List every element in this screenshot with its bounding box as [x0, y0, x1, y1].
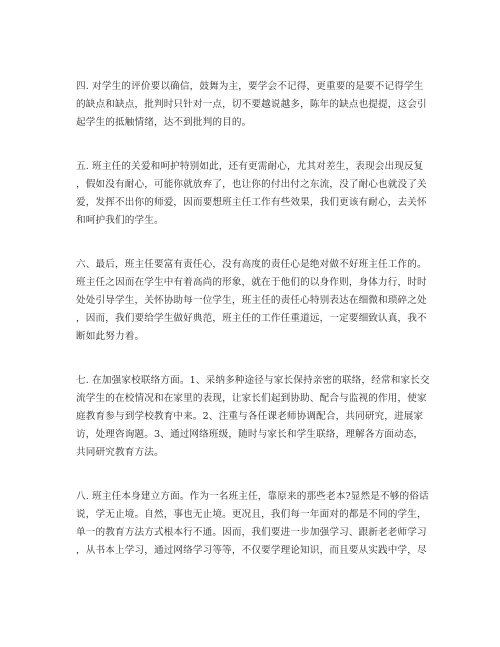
text-line: 流学生的在校情况和在家里的表现，让家长们起到协助、配合与监视的作用，使家: [76, 393, 427, 404]
text-line: 单一的教育方法方式根本行不通。因而，我们要进一步加强学习、跟新老老师学习: [76, 527, 427, 538]
document-body: [76, 78, 428, 586]
text-line: 断如此努力着。: [76, 331, 145, 342]
text-line: 六、最后，班主任要富有责任心，没有高度的责任心是绝对做不好班主任工作的。: [76, 259, 427, 270]
paragraph-8: [76, 488, 428, 560]
text-line: 起学生的抵触情绪，达不到批判的目的。: [76, 117, 252, 128]
text-line: 四. 对学生的评价要以确信，鼓舞为主，要学会不记得，更重要的是要不记得学生: [76, 81, 424, 92]
paragraph-6: [76, 256, 428, 346]
text-line: 和呵护我们的学生。: [76, 215, 164, 226]
text-line: 七. 在加强家校联络方面。1、采纳多种途径与家长保持亲密的联络，经常和家长交: [76, 375, 430, 386]
text-line: 访，处理咨询题。3、通过网络班级，随时与家长和学生联络，理解各方面动态，: [76, 429, 424, 440]
paragraph-7: [76, 372, 428, 462]
text-line: 共同研究教育方法。: [76, 447, 164, 458]
text-line: 班主任之因而在学生中有着高尚的形象，就在于他们的以身作则，身体力行，时时: [76, 277, 427, 288]
text-line: ，因而，我们要给学生做好典范，班主任的工作任重道远，一定要细致认真，我不: [76, 313, 427, 324]
text-line: 说，学无止境。自然，事也无止境。更况且，我们每一年面对的都是不同的学生，: [76, 509, 427, 520]
paragraph-4: [76, 78, 428, 132]
text-line: 五. 班主任的关爱和呵护特别如此，还有更需耐心，尤其对差生，表现会出现反复: [76, 161, 424, 172]
text-line: 庭教育参与到学校教育中来。2、注重与各任课老师协调配合，共同研究，进展家: [76, 411, 424, 422]
text-line: 爱，发挥不出你的师爱，因而要想班主任工作有些效果，我们更该有耐心，去关怀: [76, 197, 427, 208]
text-line: 的缺点和缺点，批判时只针对一点，切不要越说越多，陈年的缺点也提提，这会引: [76, 99, 427, 110]
text-line: ，假如没有耐心，可能你就放弃了，也让你的付出付之东流，没了耐心也就没了关: [76, 179, 427, 190]
text-line: 八. 班主任本身建立方面。作为一名班主任，靠原来的那些老本?显然是不够的俗话: [76, 491, 429, 502]
paragraph-5: [76, 158, 428, 230]
text-line: ，从书本上学习，通过网络学习等等，不仅要学理论知识，而且要从实践中学，尽: [76, 545, 427, 556]
text-line: 处处引导学生，关怀协助每一位学生，班主任的责任心特别表达在细微和琐碎之处: [76, 295, 427, 306]
